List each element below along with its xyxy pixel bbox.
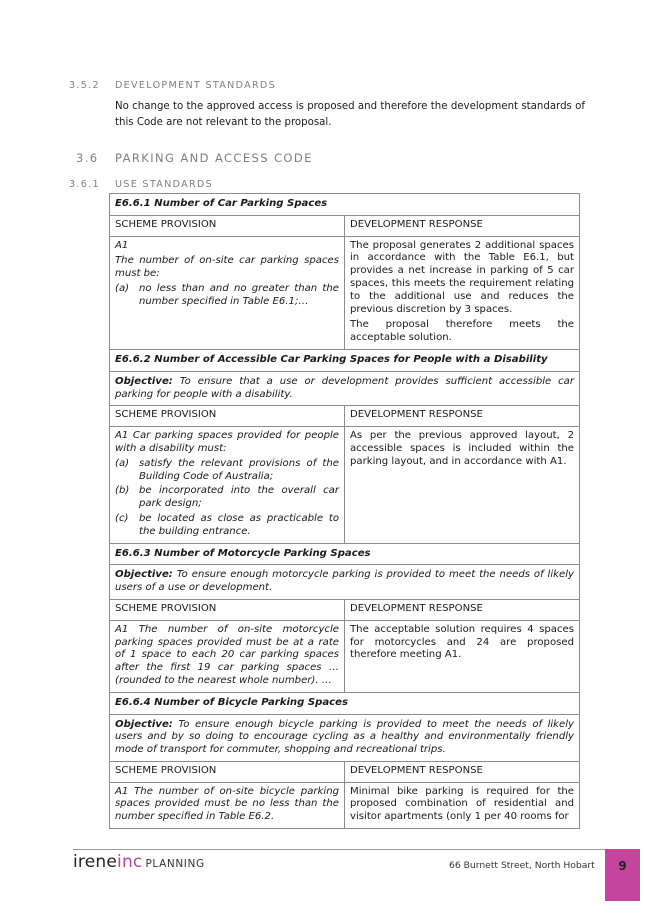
list-item-label: (a) bbox=[115, 282, 130, 294]
section-paragraph: No change to the approved access is proposed and therefore the development standards of this Code are not relevant to the proposal. bbox=[115, 101, 585, 128]
development-response-cell: As per the previous approved layout, 2 accessible spaces is included within the parking layout, and in accordance with A1. bbox=[345, 427, 580, 543]
table-row bbox=[110, 371, 580, 406]
table-row bbox=[110, 692, 580, 714]
objective-label: Objective: bbox=[115, 569, 173, 581]
response-text: The proposal generates 2 additional spaces in accordance with the Table E6.1, but provides a net increase in parking of 5 car spaces, this meets the requirement relating to the additional use and reduces the previous discretion by 3 spaces. bbox=[350, 239, 575, 315]
provision-text: A1 Car parking spaces provided for people with a disability must: bbox=[115, 430, 339, 454]
objective-text: To ensure enough motorcycle parking is provided to meet the needs of likely users of a use or development. bbox=[115, 569, 574, 594]
heading-number: 3.6 bbox=[76, 151, 99, 165]
provision-text: The number of on-site car parking spaces must be: bbox=[115, 255, 339, 280]
table-row bbox=[110, 543, 580, 565]
page-number-box bbox=[605, 849, 640, 901]
provision-label: A1 bbox=[115, 239, 129, 251]
page-number: 9 bbox=[618, 859, 627, 873]
heading-3-5-2 bbox=[69, 80, 276, 91]
clause-title: E6.6.4 Number of Bicycle Parking Spaces bbox=[110, 692, 580, 714]
table-row bbox=[110, 565, 580, 600]
development-response-cell: Minimal bike parking is required for the proposed combination of residential and visitor apartments (only 1 per 40 rooms for bbox=[345, 782, 580, 828]
objective-cell bbox=[110, 714, 580, 761]
list-item bbox=[115, 513, 339, 539]
development-response-cell bbox=[345, 236, 580, 349]
clause-title: E6.6.3 Number of Motorcycle Parking Spaces bbox=[110, 543, 580, 565]
clause-title: E6.6.2 Number of Accessible Car Parking Spaces for People with a Disability bbox=[110, 349, 580, 371]
clause-title: E6.6.1 Number of Car Parking Spaces bbox=[110, 194, 580, 216]
scheme-provision-header: SCHEME PROVISION bbox=[110, 761, 345, 782]
objective-cell bbox=[110, 565, 580, 600]
scheme-provision-header: SCHEME PROVISION bbox=[110, 599, 345, 620]
list-item bbox=[115, 458, 339, 484]
table-row bbox=[110, 236, 580, 349]
scheme-provision-cell bbox=[110, 236, 345, 349]
table-row bbox=[110, 215, 580, 236]
objective-text: To ensure that a use or development provides sufficient accessible car parking for people with a disability. bbox=[115, 375, 575, 400]
list-item-text: no less than and no greater than the number specified in Table E6.1;… bbox=[139, 282, 339, 307]
heading-number: 3.5.2 bbox=[69, 80, 100, 91]
heading-3-6 bbox=[76, 151, 313, 165]
footer-divider bbox=[73, 849, 605, 850]
list-item bbox=[115, 283, 339, 309]
logo-irene: irene bbox=[73, 852, 118, 872]
heading-title: USE STANDARDS bbox=[115, 179, 213, 190]
scheme-provision-cell: A1 The number of on-site motorcycle parking spaces provided must be at a rate of 1 space to each 20 car parking spaces after the first 19 car parking spaces … (rounded to the nearest whole number). … bbox=[110, 620, 345, 692]
list-item-label: (b) bbox=[115, 485, 130, 497]
table-row bbox=[110, 782, 580, 828]
objective-label: Objective: bbox=[115, 375, 173, 387]
table-row bbox=[110, 427, 580, 543]
table-row bbox=[110, 194, 580, 216]
logo-planning: PLANNING bbox=[145, 858, 205, 870]
table-row bbox=[110, 761, 580, 782]
list-item-text: be incorporated into the overall car park design; bbox=[139, 485, 339, 510]
heading-title: DEVELOPMENT STANDARDS bbox=[115, 80, 277, 91]
objective-cell bbox=[110, 371, 580, 406]
heading-title: PARKING AND ACCESS CODE bbox=[115, 151, 313, 165]
logo-inc: inc bbox=[117, 852, 143, 872]
list-item bbox=[115, 485, 339, 511]
table-row bbox=[110, 620, 580, 692]
table-row bbox=[110, 599, 580, 620]
scheme-provision-cell: A1 The number of on-site bicycle parking spaces provided must be no less than the number specified in Table E6.2. bbox=[110, 782, 345, 828]
table-row bbox=[110, 714, 580, 761]
development-response-header: DEVELOPMENT RESPONSE bbox=[345, 406, 580, 427]
list-item-text: satisfy the relevant provisions of the Building Code of Australia; bbox=[139, 457, 339, 482]
use-standards-table bbox=[109, 193, 580, 829]
list-item-label: (c) bbox=[115, 512, 129, 524]
response-text: The proposal therefore meets the acceptable solution. bbox=[350, 319, 575, 344]
table-row bbox=[110, 349, 580, 371]
development-response-header: DEVELOPMENT RESPONSE bbox=[345, 599, 580, 620]
objective-label: Objective: bbox=[115, 718, 173, 730]
development-response-cell: The acceptable solution requires 4 spaces for motorcycles and 24 are proposed therefore meeting A1. bbox=[345, 620, 580, 692]
development-response-header: DEVELOPMENT RESPONSE bbox=[345, 761, 580, 782]
heading-3-6-1 bbox=[69, 179, 213, 190]
table-row bbox=[110, 406, 580, 427]
footer-address: 66 Burnett Street, North Hobart bbox=[449, 860, 595, 871]
list-item-label: (a) bbox=[115, 457, 130, 469]
development-response-header: DEVELOPMENT RESPONSE bbox=[345, 215, 580, 236]
scheme-provision-cell bbox=[110, 427, 345, 543]
heading-number: 3.6.1 bbox=[69, 179, 100, 190]
list-item-text: be located as close as practicable to the building entrance. bbox=[139, 512, 339, 537]
scheme-provision-header: SCHEME PROVISION bbox=[110, 406, 345, 427]
objective-text: To ensure enough bicycle parking is provided to meet the needs of likely users and by so doing to encourage cycling as a healthy and environmentally friendly mode of transport for commuter, shopping and recreational trips. bbox=[115, 718, 575, 756]
scheme-provision-header: SCHEME PROVISION bbox=[110, 215, 345, 236]
company-logo bbox=[73, 852, 205, 872]
